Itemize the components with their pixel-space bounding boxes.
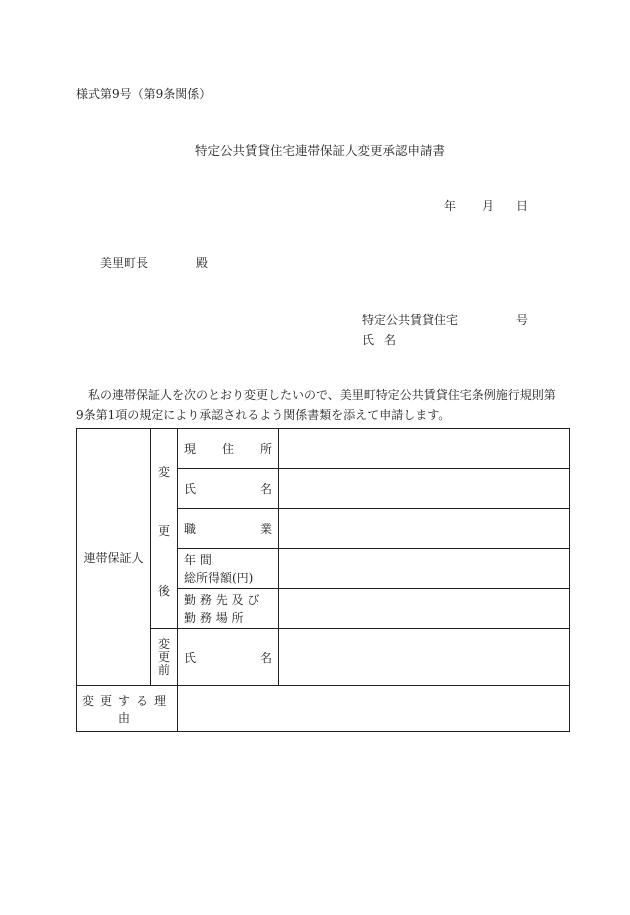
after-char-1: 変	[157, 465, 170, 479]
applicant-housing-number-suffix: 号	[516, 313, 529, 327]
document-title: 特定公共賃貸住宅連帯保証人変更承認申請書	[195, 143, 446, 158]
name-before-field[interactable]	[279, 629, 570, 686]
after-char-2: 更	[157, 524, 170, 538]
date-month-label: 月	[482, 199, 495, 213]
date-day-label: 日	[516, 199, 529, 213]
name-before-label: 氏 名	[178, 629, 279, 686]
request-body-text: 私の連帯保証人を次のとおり変更したいので、美里町特定公共賃貸住宅条例施行規則第9条第1項の規定により承認されるよう関係書類を添えて申請します。	[76, 388, 556, 422]
addressee-honorific: 殿	[196, 256, 209, 270]
after-change-label	[151, 429, 178, 629]
reason-label: 変更する理由	[77, 686, 178, 732]
address-field[interactable]	[279, 429, 570, 469]
addressee-name: 美里町長	[100, 256, 149, 270]
name-after-label: 氏 名	[178, 469, 279, 509]
applicant-housing-label: 特定公共賃貸住宅	[362, 313, 459, 327]
reason-field[interactable]	[178, 686, 570, 732]
applicant-name-label: 氏名	[362, 333, 407, 347]
occupation-label: 職 業	[178, 509, 279, 549]
guarantor-label: 連帯保証人	[77, 429, 151, 686]
before-change-label: 変 更 前	[151, 629, 178, 686]
annual-income-field[interactable]	[279, 549, 570, 589]
form-number: 様式第9号（第9条関係）	[76, 87, 212, 101]
annual-income-label: 年 間 総所得額(円)	[178, 549, 279, 589]
name-after-field[interactable]	[279, 469, 570, 509]
address-label: 現 住 所	[178, 429, 279, 469]
occupation-field[interactable]	[279, 509, 570, 549]
guarantor-change-table	[76, 428, 570, 732]
workplace-field[interactable]	[279, 589, 570, 629]
date-year-label: 年	[444, 199, 457, 213]
after-char-3: 後	[157, 584, 170, 598]
workplace-label: 勤 務 先 及 び 勤 務 場 所	[178, 589, 279, 629]
